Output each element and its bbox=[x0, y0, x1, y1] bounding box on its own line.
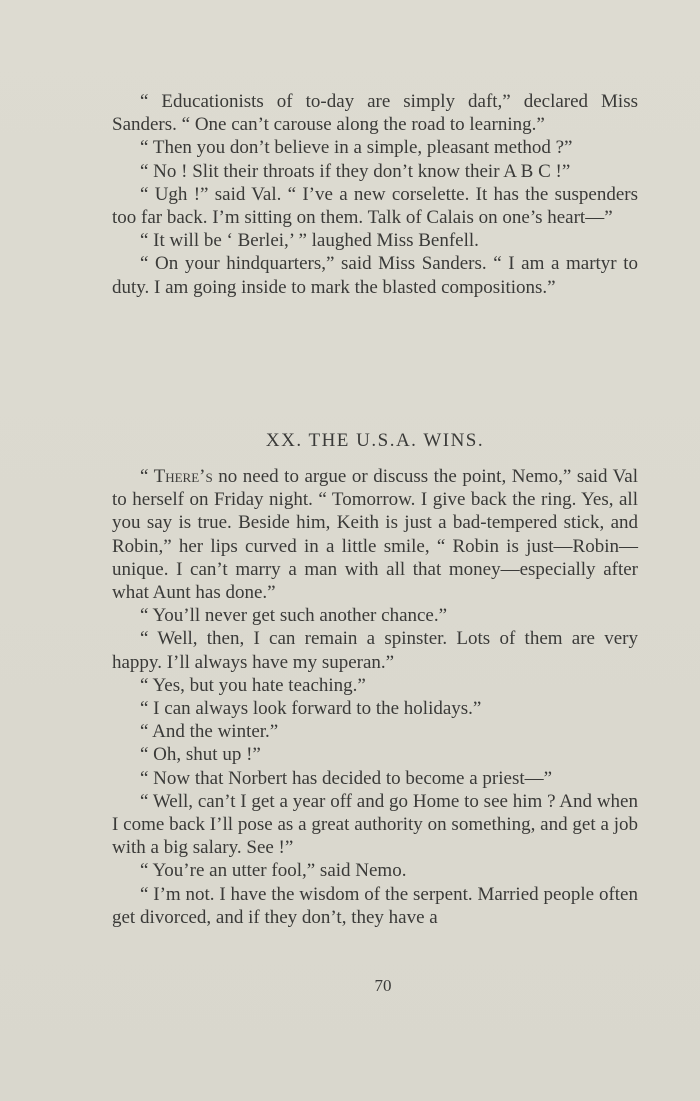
text-section-1 bbox=[112, 90, 638, 299]
paragraph: “ Oh, shut up !” bbox=[140, 744, 261, 766]
opening-word: “ There’s bbox=[140, 466, 213, 487]
page-number: 70 bbox=[374, 976, 392, 995]
text-section-2 bbox=[112, 465, 638, 929]
paragraph: “ Well, then, I can remain a spinster. Lots of them are very happy. I’ll always have my superan.” bbox=[112, 628, 638, 673]
paragraph: “ Educationists of to-day are simply daft,” declared Miss Sanders. “ One can’t carouse along the road to learning.” bbox=[112, 91, 638, 136]
paragraph: “ It will be ‘ Berlei,’ ” laughed Miss Benfell. bbox=[140, 230, 479, 252]
paragraph: “ Now that Norbert has decided to become a priest—” bbox=[140, 767, 553, 789]
paragraph: “ And the winter.” bbox=[140, 721, 279, 743]
paragraph: “ You’ll never get such another chance.” bbox=[140, 605, 448, 627]
opening-paragraph-text: no need to argue or discuss the point, Nemo,” said Val to herself on Friday night. “ Tomorrow. I give back the ring. Yes, all you say is true. Beside him, Keith is just a bad-tempered stick, and Robin,” her lips curved in a little smile, “ Robin is just—Robin—unique. I can’t marry a man with all that money—especially after what Aunt has done.” bbox=[112, 466, 638, 604]
paragraph: “ I’m not. I have the wisdom of the serpent. Married people often get divorced, and if they don’t, they have a bbox=[112, 883, 638, 928]
paragraph: “ On your hindquarters,” said Miss Sanders. “ I am a martyr to duty. I am going inside to mark the blasted compositions.” bbox=[112, 253, 638, 298]
paragraph: “ No ! Slit their throats if they don’t know their A B C !” bbox=[140, 160, 571, 182]
paragraph: “ Yes, but you hate teaching.” bbox=[140, 674, 366, 696]
paragraph: “ Well, can’t I get a year off and go Home to see him ? And when I come back I’ll pose as a great authority on something, and get a job with a big salary. See !” bbox=[112, 790, 638, 859]
paragraph: “ Then you don’t believe in a simple, pleasant method ?” bbox=[140, 137, 573, 159]
chapter-title: XX. THE U.S.A. WINS. bbox=[265, 430, 485, 451]
paragraph: “ Ugh !” said Val. “ I’ve a new corselette. It has the suspenders too far back. I’m sitting on them. Talk of Calais on one’s heart—” bbox=[112, 183, 638, 229]
paragraph: “ I can always look forward to the holidays.” bbox=[140, 698, 482, 720]
paragraph: “ You’re an utter fool,” said Nemo. bbox=[140, 860, 407, 882]
opening-paragraph bbox=[112, 465, 638, 604]
